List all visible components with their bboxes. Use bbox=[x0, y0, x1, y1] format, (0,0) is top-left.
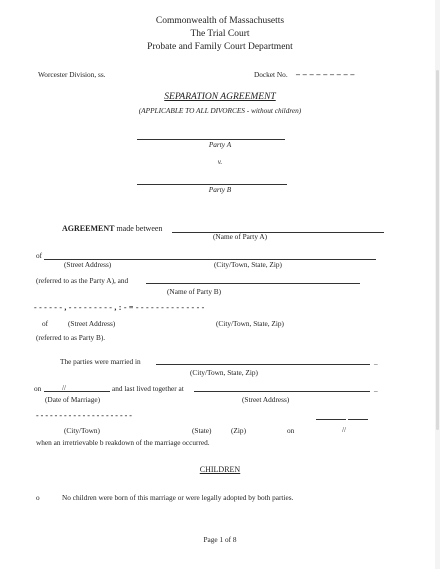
breakdown-text: when an irretrievable b reakdown of the marriage occurred. bbox=[36, 438, 210, 447]
party-a-caption: Party A bbox=[208, 140, 232, 149]
court-header-line1: Commonwealth of Massachusetts bbox=[155, 16, 285, 26]
agreement-made-between bbox=[62, 224, 162, 233]
document-subtitle: (APPLICABLE TO ALL DIVORCES - without children) bbox=[138, 106, 302, 115]
children-heading: CHILDREN bbox=[199, 465, 241, 474]
marriage-place-underscore: _ bbox=[374, 357, 378, 366]
of-label-2: of bbox=[42, 319, 49, 328]
vertical-scrollbar[interactable] bbox=[435, 0, 440, 569]
street-address-caption-2: (Street Address) bbox=[68, 319, 116, 328]
docket-label: Docket No. bbox=[254, 70, 288, 79]
party-b-caption: Party B bbox=[208, 185, 232, 194]
city-state-zip-caption: (City/Town, State, Zip) bbox=[214, 260, 282, 269]
docket-number-field[interactable]: _ _ _ _ _ _ _ _ _ bbox=[296, 67, 355, 76]
street-address-caption: (Street Address) bbox=[64, 260, 112, 269]
last-address-field[interactable] bbox=[194, 391, 370, 392]
page-number: Page 1 of 8 bbox=[203, 535, 237, 544]
on-label: on bbox=[34, 384, 42, 393]
division-label: Worcester Division, ss. bbox=[38, 70, 106, 79]
referred-party-a-text: (referred to as the Party A), and bbox=[36, 276, 129, 285]
name-party-b-field[interactable] bbox=[146, 283, 360, 284]
marriage-place-caption: (City/Town, State, Zip) bbox=[190, 368, 258, 377]
court-header-line2: The Trial Court bbox=[190, 29, 250, 39]
state-caption: (State) bbox=[192, 426, 212, 435]
breakdown-date-slashes: // bbox=[342, 425, 347, 434]
name-party-b-caption: (Name of Party B) bbox=[167, 287, 222, 296]
scrollbar-thumb[interactable] bbox=[436, 70, 439, 430]
date-of-marriage-caption: (Date of Marriage) bbox=[45, 395, 101, 404]
document-title: SEPARATION AGREEMENT bbox=[164, 92, 276, 102]
date-slashes: // bbox=[62, 383, 67, 392]
last-address-caption: (Street Address) bbox=[242, 395, 290, 404]
agreement-bold-label: AGREEMENT bbox=[62, 224, 115, 233]
party-b-address-dashes: - - - - - - , - - - - - - - - - , : - = - - - - - - - - - - - - - - bbox=[34, 303, 205, 312]
parties-married-text: The parties were married in bbox=[60, 357, 141, 366]
on-label-2: on bbox=[287, 426, 295, 435]
made-between-text: made between bbox=[114, 224, 163, 233]
city-state-zip-caption-2: (City/Town, State, Zip) bbox=[216, 319, 284, 328]
zip-caption: (Zip) bbox=[231, 426, 246, 435]
of-label: of bbox=[36, 251, 43, 260]
last-lived-text: and last lived together at bbox=[112, 384, 184, 393]
last-address-underscore: _ bbox=[374, 384, 378, 393]
no-children-text: No children were born of this marriage or were legally adopted by both parties. bbox=[62, 493, 294, 502]
court-header-line3: Probate and Family Court Department bbox=[147, 42, 293, 52]
date-of-marriage-field[interactable] bbox=[44, 391, 110, 392]
city-state-zip-dashes: - - - - - - - - - - - - - - - - - - - - - bbox=[36, 411, 132, 420]
referred-party-b-text: (referred to as Party B). bbox=[36, 333, 106, 342]
marriage-place-field[interactable] bbox=[156, 364, 370, 365]
checkbox-bullet-icon[interactable]: o bbox=[36, 493, 40, 502]
breakdown-date-field-a[interactable] bbox=[316, 419, 346, 420]
versus-label: v. bbox=[217, 157, 223, 166]
name-party-a-field[interactable] bbox=[172, 232, 384, 233]
city-town-caption: (City/Town) bbox=[64, 426, 100, 435]
breakdown-date-field-b[interactable] bbox=[348, 419, 368, 420]
name-party-a-caption: (Name of Party A) bbox=[213, 232, 268, 241]
